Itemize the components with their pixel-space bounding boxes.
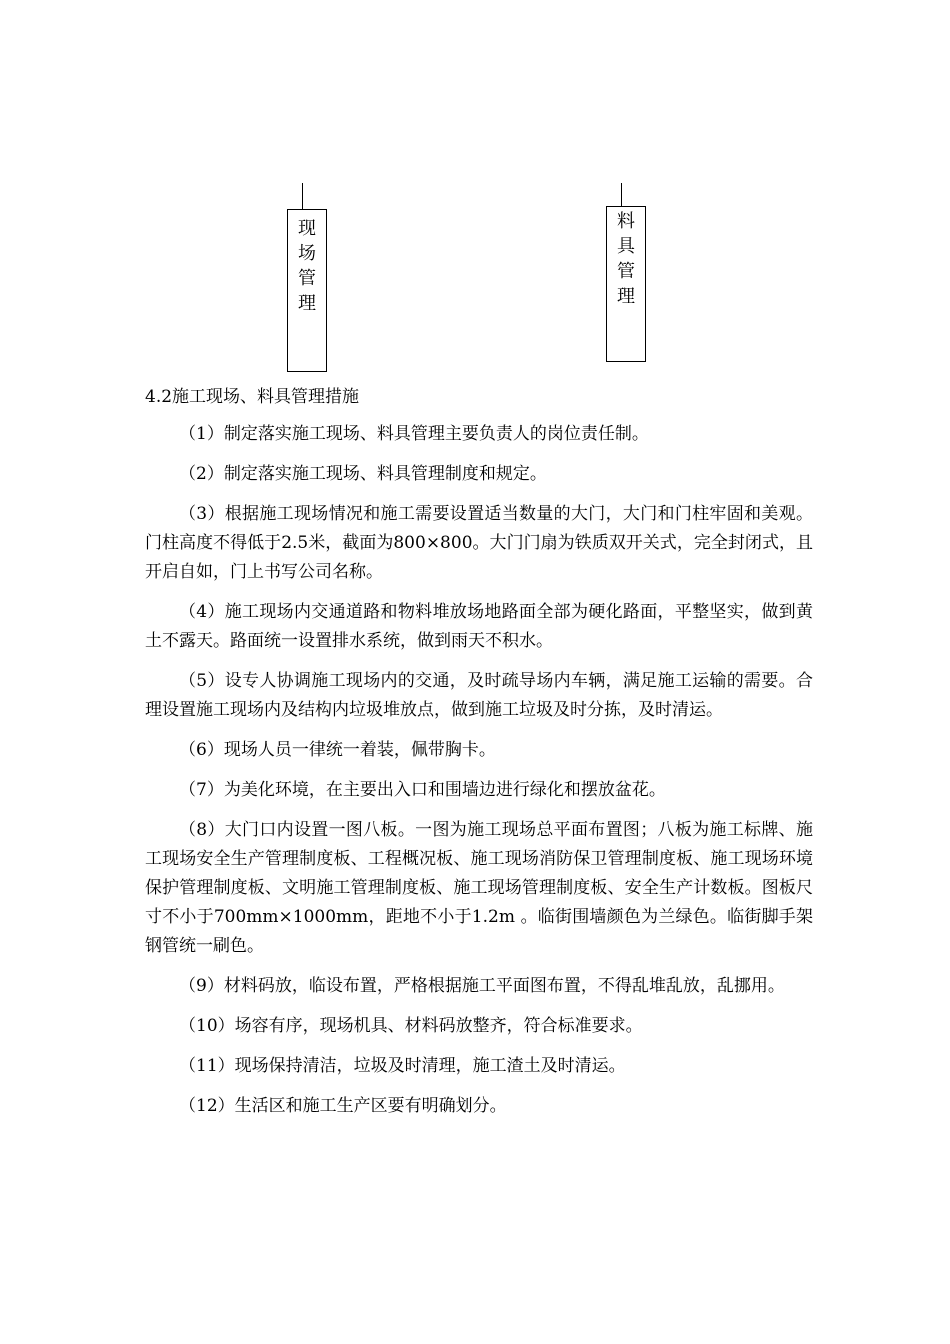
paragraph-6: （6）现场人员一律统一着装，佩带胸卡。 (179, 740, 496, 760)
paragraph-9: （9）材料码放，临设布置，严格根据施工平面图布置，不得乱堆乱放，乱挪用。 (179, 976, 785, 996)
org-box-material-management-label: 料具管理 (617, 211, 635, 307)
paragraph-4: （4）施工现场内交通道路和物料堆放场地路面全部为硬化路面，平整坚实，做到黄土不露天。路面统一设置排水系统，做到雨天不积水。 (145, 602, 813, 651)
paragraph-8: （8）大门口内设置一图八板。一图为施工现场总平面布置图；八板为施工标牌、施工现场安全生产管理制度板、工程概况板、施工现场消防保卫管理制度板、施工现场环境保护管理制度板、文明施工管理制度板、施工现场管理制度板、安全生产计数板。图板尺寸不小于700mm×1000mm，距地不小于1.2m 。临街围墙颜色为兰绿色。临街脚手架钢管统一刷色。 (145, 820, 813, 956)
paragraph-2: （2）制定落实施工现场、料具管理制度和规定。 (179, 464, 547, 484)
connector-line-right (621, 183, 622, 207)
org-box-site-management-label: 现场管理 (298, 218, 316, 314)
paragraph-5: （5）设专人协调施工现场内的交通，及时疏导场内车辆，满足施工运输的需要。合理设置施工现场内及结构内垃圾堆放点，做到施工垃圾及时分拣，及时清运。 (145, 671, 813, 720)
connector-line-left (302, 183, 303, 210)
section-heading: 4.2施工现场、料具管理措施 (145, 387, 360, 407)
paragraph-12: （12）生活区和施工生产区要有明确划分。 (179, 1096, 507, 1116)
paragraph-10: （10）场容有序，现场机具、材料码放整齐，符合标准要求。 (179, 1016, 643, 1036)
paragraph-7: （7）为美化环境，在主要出入口和围墙边进行绿化和摆放盆花。 (179, 780, 666, 800)
paragraph-11: （11）现场保持清洁，垃圾及时清理，施工渣土及时清运。 (179, 1056, 626, 1076)
section-body (145, 420, 813, 1132)
paragraph-1: （1）制定落实施工现场、料具管理主要负责人的岗位责任制。 (179, 424, 649, 444)
paragraph-3: （3）根据施工现场情况和施工需要设置适当数量的大门，大门和门柱牢固和美观。门柱高度不得低于2.5米，截面为800×800。大门门扇为铁质双开关式，完全封闭式，且开启自如，门上书写公司名称。 (145, 504, 813, 582)
